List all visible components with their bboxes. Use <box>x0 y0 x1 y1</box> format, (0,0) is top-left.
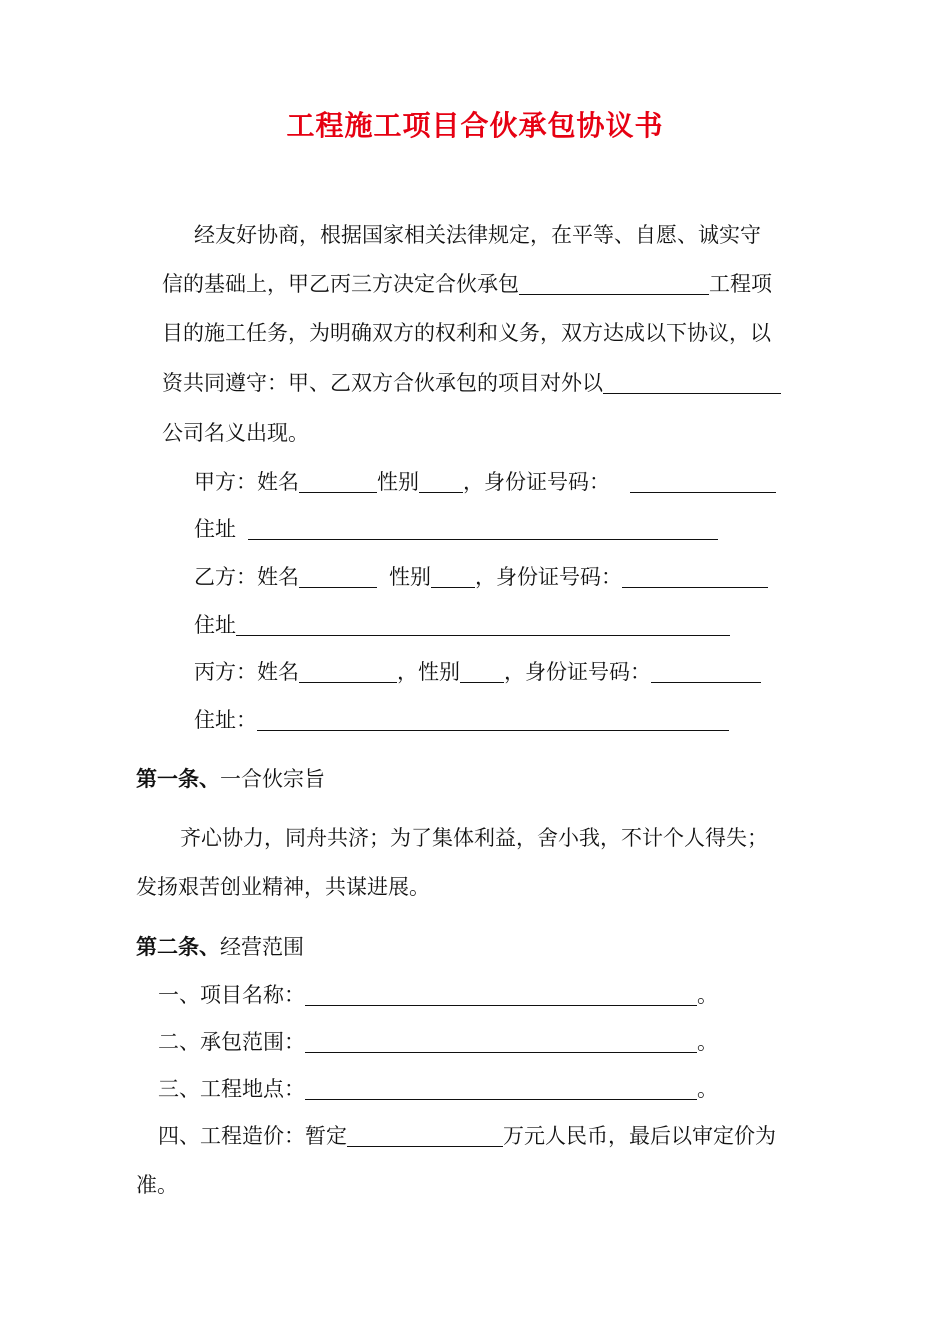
project-cost-text: 万元人民币，最后以审定价为 <box>503 1124 776 1148</box>
party-b-id-label: ，身份证号码： <box>475 565 622 589</box>
party-c-line <box>194 657 761 687</box>
project-location-field[interactable] <box>305 1077 697 1100</box>
intro-text-2b: 工程项 <box>709 272 772 296</box>
party-c-address-blank[interactable] <box>257 708 729 731</box>
party-b-address-label: 住址 <box>194 613 236 637</box>
party-a-address-blank[interactable] <box>248 517 718 540</box>
contract-scope-field[interactable] <box>305 1030 697 1053</box>
party-c-id-blank[interactable] <box>651 660 761 683</box>
project-cost-field[interactable] <box>347 1124 503 1147</box>
party-b-name-label: 乙方：姓名 <box>194 565 299 589</box>
project-location-label: 三、工程地点： <box>158 1077 305 1101</box>
intro-text-2a: 信的基础上，甲乙丙三方决定合伙承包 <box>162 272 519 296</box>
article-2-item-4 <box>158 1121 776 1151</box>
period-3: 。 <box>697 1077 718 1101</box>
article-1-para-line-2 <box>136 872 430 902</box>
party-a-line <box>194 467 776 497</box>
intro-line-1 <box>194 220 761 250</box>
intro-line-3 <box>162 318 771 348</box>
project-name-blank[interactable] <box>519 272 709 295</box>
party-b-gender-blank[interactable] <box>431 565 475 588</box>
intro-text-4a: 资共同遵守：甲、乙双方合伙承包的项目对外以 <box>162 371 603 395</box>
article-1-text-2: 发扬艰苦创业精神，共谋进展。 <box>136 875 430 899</box>
article-2-heading <box>136 932 304 962</box>
party-c-gender-blank[interactable] <box>460 660 504 683</box>
article-2-item-1 <box>158 980 718 1010</box>
party-c-id-label: ，身份证号码： <box>504 660 651 684</box>
article-2-number: 第二条、 <box>136 934 220 959</box>
intro-text-5: 公司名义出现。 <box>162 421 309 445</box>
party-a-name-blank[interactable] <box>299 470 377 493</box>
intro-line-5 <box>162 418 309 448</box>
intro-line-2 <box>162 269 772 299</box>
article-1-para-line-1 <box>180 823 768 853</box>
article-2-item-4-cont <box>136 1170 178 1200</box>
article-2-item-3 <box>158 1074 718 1104</box>
party-a-id-blank[interactable] <box>630 470 776 493</box>
party-a-address-line <box>194 514 718 544</box>
party-b-name-blank[interactable] <box>299 565 377 588</box>
party-c-name-blank[interactable] <box>299 660 397 683</box>
article-1-number: 第一条、 <box>136 766 220 791</box>
article-1-title: 一合伙宗旨 <box>220 767 325 791</box>
party-b-address-blank[interactable] <box>236 613 730 636</box>
party-a-name-label: 甲方：姓名 <box>194 470 299 494</box>
article-2-item-2 <box>158 1027 718 1057</box>
period-2: 。 <box>697 1030 718 1054</box>
party-b-address-line <box>194 610 730 640</box>
party-a-id-label: ，身份证号码： <box>463 470 610 494</box>
project-cost-label: 四、工程造价：暂定 <box>158 1124 347 1148</box>
company-name-blank[interactable] <box>603 371 781 394</box>
party-b-gender-label: 性别 <box>389 565 431 589</box>
intro-text-1: 经友好协商，根据国家相关法律规定，在平等、自愿、诚实守 <box>194 223 761 247</box>
project-cost-text-end: 准。 <box>136 1173 178 1197</box>
period-1: 。 <box>697 983 718 1007</box>
party-a-gender-label: 性别 <box>377 470 419 494</box>
party-a-address-label: 住址 <box>194 517 236 541</box>
project-name-label: 一、项目名称： <box>158 983 305 1007</box>
intro-text-3: 目的施工任务，为明确双方的权利和义务，双方达成以下协议，以 <box>162 321 771 345</box>
article-2-title: 经营范围 <box>220 935 304 959</box>
party-b-line <box>194 562 768 592</box>
article-1-text-1: 齐心协力，同舟共济；为了集体利益，舍小我，不计个人得失； <box>180 826 768 850</box>
intro-line-4 <box>162 368 781 398</box>
project-name-field[interactable] <box>305 983 697 1006</box>
party-c-address-line <box>194 705 729 735</box>
party-c-gender-label: ，性别 <box>397 660 460 684</box>
party-c-address-label: 住址： <box>194 708 257 732</box>
party-c-name-label: 丙方：姓名 <box>194 660 299 684</box>
article-1-heading <box>136 764 325 794</box>
party-a-gender-blank[interactable] <box>419 470 463 493</box>
party-b-id-blank[interactable] <box>622 565 768 588</box>
document-title: 工程施工项目合伙承包协议书 <box>286 109 664 142</box>
contract-scope-label: 二、承包范围： <box>158 1030 305 1054</box>
